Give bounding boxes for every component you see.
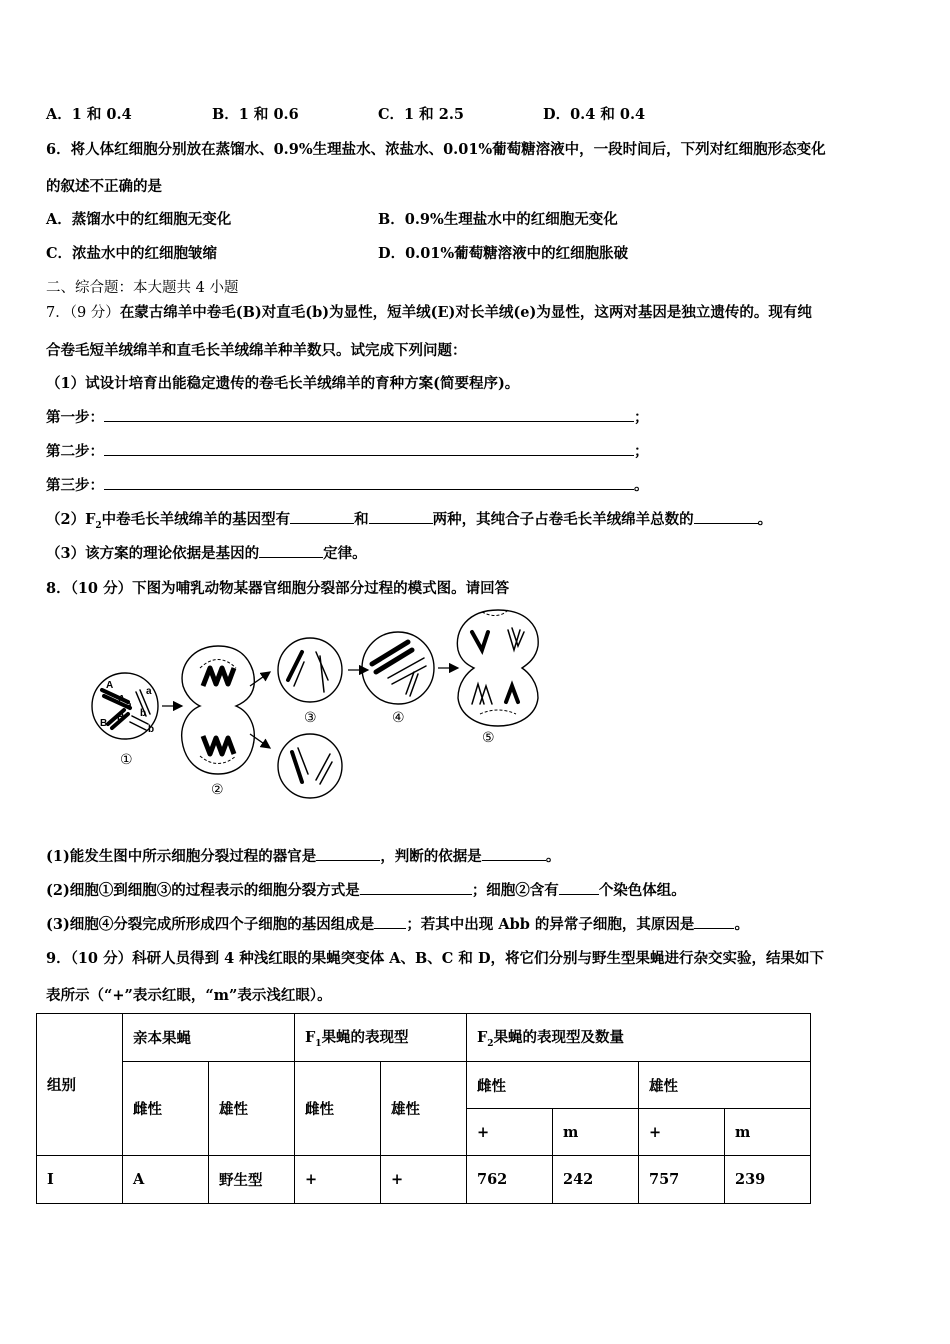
q7-step3-label: 第三步： (46, 477, 104, 494)
q8-stem: 8．（10 分）下图为哺乳动物某器官细胞分裂部分过程的模式图。请回答 (46, 580, 510, 597)
q7-part1: （1）试设计培育出能稳定遗传的卷毛长羊绒绵羊的育种方案(简要程序)。 (46, 375, 520, 392)
cell-f2-male-plus: 757 (639, 1156, 725, 1204)
header-f2-female-plus: + (467, 1109, 553, 1156)
q7-part2-sub: 2 (95, 520, 102, 531)
header-f2-male: 雄性 (639, 1062, 811, 1109)
cell-2-chromosomes-top (203, 668, 234, 686)
q8-part2-text: (2)细胞①到细胞③的过程表示的细胞分裂方式是 (46, 882, 360, 899)
gene-label-A2: A (118, 694, 126, 705)
header-f2-male-m: m (725, 1109, 811, 1156)
q7-part2-prefix: （2）F (46, 511, 96, 528)
q6-option-d: D．0.01%葡萄糖溶液中的红细胞胀破 (378, 245, 629, 262)
header-f2-text: 果蝇的表现型及数量 (493, 1029, 625, 1047)
cell-3b-chromosomes (292, 748, 332, 784)
cell-3b (278, 734, 342, 798)
cell-3-label: ③ (304, 710, 317, 726)
q8-part2-blank2[interactable] (559, 882, 599, 895)
cell-3 (278, 638, 342, 702)
gene-label-A1: A (106, 680, 114, 691)
q7-step1-line (46, 406, 649, 427)
cell-group: I (37, 1156, 123, 1204)
header-group: 组别 (37, 1014, 123, 1156)
q7-part3-end: 定律。 (323, 545, 367, 562)
gene-label-b1: b (140, 708, 147, 719)
q7-stem-line1 (46, 301, 812, 322)
cell-2-label: ② (211, 782, 224, 798)
q8-part1-text2: ，判断的依据是 (380, 848, 482, 865)
q8-part1-end: 。 (545, 848, 561, 865)
cell-4-label: ④ (392, 710, 405, 726)
section-title: 二、综合题：本大题共 4 小题 (46, 280, 239, 296)
cell-parent-female: A (123, 1156, 209, 1204)
header-parent-male: 雄性 (209, 1062, 295, 1156)
q6-option-a: A．蒸馏水中的红细胞无变化 (46, 211, 232, 228)
q8-part1-blank1[interactable] (316, 848, 380, 861)
q8-part1-blank2[interactable] (482, 848, 546, 861)
q7-stem-line2: 合卷毛短羊绒绵羊和直毛长羊绒绵羊种羊数只。试完成下列问题： (46, 342, 467, 359)
table-row (37, 1156, 811, 1204)
gene-label-B1: B (117, 712, 125, 723)
header-f2-sub: 2 (487, 1038, 494, 1049)
header-f2-male-plus: + (639, 1109, 725, 1156)
q7-step1-label: 第一步： (46, 409, 104, 426)
q9-stem-line2: 表所示（“+”表示红眼，“m”表示浅红眼）。 (46, 987, 332, 1004)
cell-2-spindle-bottom (200, 756, 236, 764)
q6-option-b: B．0.9%生理盐水中的红细胞无变化 (378, 211, 618, 228)
header-f2-female-m: m (553, 1109, 639, 1156)
q8-part2 (46, 879, 686, 900)
gene-label-a1: a (126, 700, 132, 711)
cell-5-chromosomes (472, 628, 524, 704)
q8-part1 (46, 845, 560, 866)
gene-label-B2: B (100, 718, 108, 729)
q7-number: 7．（9 分） (46, 305, 120, 321)
header-parent-female: 雌性 (123, 1062, 209, 1156)
q7-step2-end: ； (634, 443, 649, 460)
q6-stem-line1: 6．将人体红细胞分别放在蒸馏水、0.9%生理盐水、浓盐水、0.01%葡萄糖溶液中，一段时间后，下列对红细胞形态变化 (46, 141, 826, 158)
q6-option-c: C．浓盐水中的红细胞皱缩 (46, 245, 218, 262)
q8-part2-blank1[interactable] (360, 882, 472, 895)
q7-part2-blank2[interactable] (369, 511, 433, 524)
q8-part1-text: (1)能发生图中所示细胞分裂过程的器官是 (46, 848, 317, 865)
q8-part3-end: 。 (734, 916, 749, 933)
cell-f1-male: + (381, 1156, 467, 1204)
q7-part2-and: 和 (354, 511, 369, 528)
header-f1-prefix: F (305, 1029, 316, 1047)
q8-part3-blank2[interactable] (694, 916, 734, 929)
cell-3-chromosomes (288, 652, 328, 692)
q7-part3-text: （3）该方案的理论依据是基因的 (46, 545, 260, 562)
q5-option-d: D．0.4 和 0.4 (543, 106, 646, 123)
q7-part2-end: 。 (757, 511, 773, 528)
q7-step3-end: 。 (634, 477, 649, 494)
q7-part3-blank[interactable] (259, 545, 323, 558)
cell-f2-female-plus: 762 (467, 1156, 553, 1204)
q7-step3-blank[interactable] (104, 477, 634, 490)
cell-5 (457, 610, 538, 726)
q8-part3 (46, 913, 749, 934)
q9-results-table (36, 1013, 811, 1204)
q5-option-b: B．1 和 0.6 (212, 106, 299, 123)
q7-part2-blank1[interactable] (290, 511, 354, 524)
q7-step1-end: ； (634, 409, 649, 426)
cell-parent-male: 野生型 (209, 1156, 295, 1204)
cell-f1-female: + (295, 1156, 381, 1204)
q7-part3 (46, 542, 367, 563)
header-f1-sub: 1 (315, 1038, 322, 1049)
q7-step1-blank[interactable] (104, 409, 634, 422)
q7-step2-blank[interactable] (104, 443, 634, 456)
q5-option-c: C．1 和 2.5 (378, 106, 464, 123)
q6-stem-line2: 的叙述不正确的是 (46, 178, 162, 195)
q5-option-a: A．1 和 0.4 (46, 106, 132, 123)
header-parents: 亲本果蝇 (123, 1014, 295, 1062)
cell-f2-female-m: 242 (553, 1156, 639, 1204)
q8-part2-text3: 个染色体组。 (598, 882, 686, 899)
header-f2-prefix: F (477, 1029, 488, 1047)
header-f1-female: 雌性 (295, 1062, 381, 1156)
q8-part3-text: (3)细胞④分裂完成所形成四个子细胞的基因组成是 (46, 916, 375, 933)
header-f2-female: 雌性 (467, 1062, 639, 1109)
q8-part3-text2: ；若其中出现 Abb 的异常子细胞，其原因是 (406, 916, 695, 933)
header-f1 (295, 1014, 467, 1062)
q8-part2-text2: ；细胞②含有 (471, 882, 559, 899)
cell-5-spindle-bottom (480, 710, 516, 714)
q7-part2-text: 中卷毛长羊绒绵羊的基因型有 (101, 511, 291, 528)
q8-part3-blank1[interactable] (374, 916, 406, 929)
cell-f2-male-m: 239 (725, 1156, 811, 1204)
cell-4-chromosomes (372, 642, 426, 696)
q7-part2-text2: 两种，其纯合子占卷毛长羊绒绵羊总数的 (432, 511, 694, 528)
q7-step3-line (46, 474, 649, 495)
q9-stem-line1: 9．（10 分）科研人员得到 4 种浅红眼的果蝇突变体 A、B、C 和 D，将它们分别与野生型果蝇进行杂交实验，结果如下 (46, 950, 825, 967)
cell-2-spindle-top (200, 660, 236, 669)
cell-5-label: ⑤ (482, 730, 495, 746)
gene-label-a2: a (146, 686, 152, 697)
q7-step2-label: 第二步： (46, 443, 104, 460)
header-f1-male: 雄性 (381, 1062, 467, 1156)
q7-stem-text: 在蒙古绵羊中卷毛(B)对直毛(b)为显性，短羊绒(E)对长羊绒(e)为显性，这两对基因是独立遗传的。现有纯 (119, 304, 812, 321)
header-f2 (467, 1014, 811, 1062)
cell-division-figure (88, 606, 558, 806)
cell-1-gene-labels (100, 680, 154, 735)
cell-1-label: ① (120, 752, 133, 768)
q7-part2 (46, 508, 772, 531)
header-f1-text: 果蝇的表现型 (321, 1029, 409, 1047)
q7-step2-line (46, 440, 649, 461)
cell-2-chromosomes-bottom (203, 736, 234, 754)
cell-2 (182, 646, 255, 774)
gene-label-b2: b (148, 724, 155, 735)
q7-part2-blank3[interactable] (694, 511, 758, 524)
